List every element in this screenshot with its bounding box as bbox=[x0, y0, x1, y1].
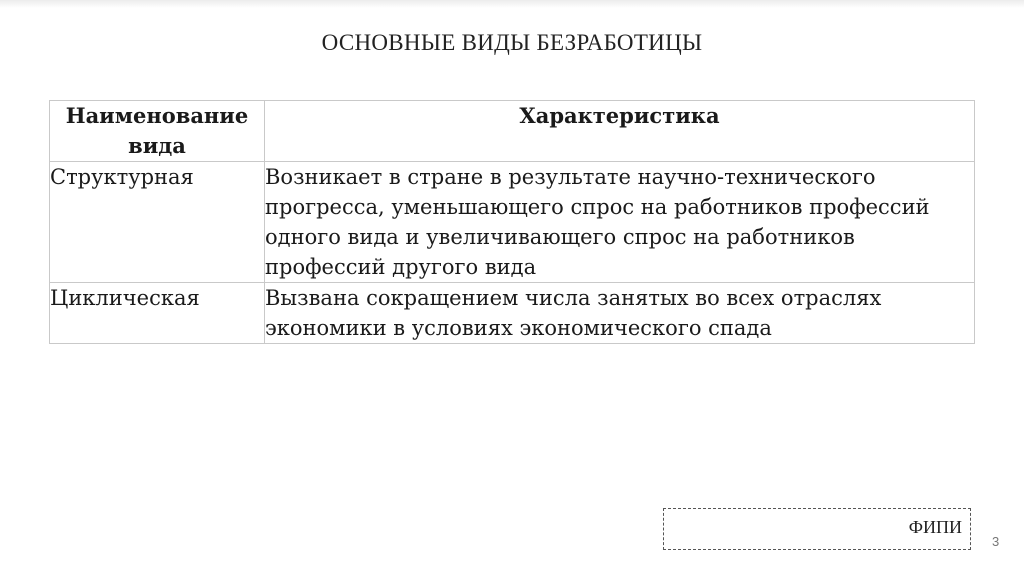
table-header-row bbox=[50, 101, 975, 162]
table-row bbox=[50, 162, 975, 283]
unemployment-types-table bbox=[49, 100, 975, 344]
source-label: ФИПИ bbox=[908, 517, 962, 537]
row-characteristic: Возникает в стране в результате научно-технического прогресса, уменьшающего спрос на работников профессий одного вида и увеличивающего спрос на работников профессий другого вида bbox=[265, 162, 975, 283]
row-type-name: Циклическая bbox=[50, 283, 265, 344]
page-number: 3 bbox=[992, 534, 1000, 549]
header-type-name: Наименование вида bbox=[50, 101, 265, 162]
table-row bbox=[50, 283, 975, 344]
row-characteristic: Вызвана сокращением числа занятых во всех отраслях экономики в условиях экономического спада bbox=[265, 283, 975, 344]
header-characteristic: Характеристика bbox=[265, 101, 975, 162]
slide-title: ОСНОВНЫЕ ВИДЫ БЕЗРАБОТИЦЫ bbox=[321, 30, 703, 55]
top-shade bbox=[0, 0, 1024, 8]
source-box bbox=[663, 508, 971, 550]
row-type-name: Структурная bbox=[50, 162, 265, 283]
